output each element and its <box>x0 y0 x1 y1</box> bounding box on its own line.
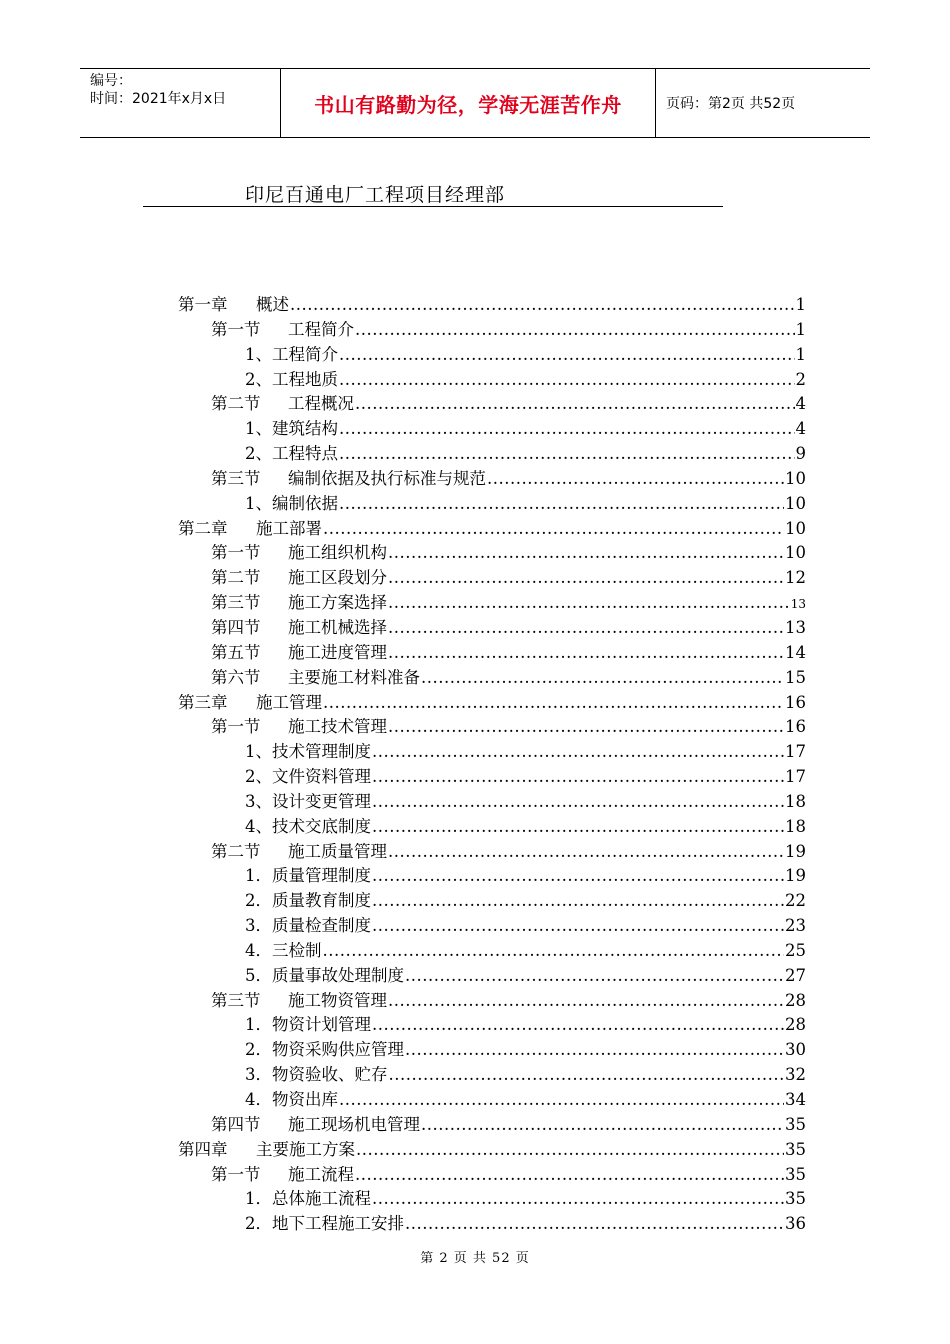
toc-entry-prefix: 第一节 <box>211 717 261 737</box>
toc-entry-label <box>211 666 420 691</box>
toc-entry-page: 34 <box>785 1090 806 1109</box>
toc-dot-leader <box>388 641 784 666</box>
toc-entry-page: 2 <box>795 369 806 389</box>
toc-entry[interactable] <box>178 889 806 914</box>
toc-dot-leader <box>339 442 795 467</box>
toc-entry-page: 17 <box>785 767 806 787</box>
toc-dot-leader <box>487 467 784 492</box>
toc-entry-title: 施工技术管理 <box>288 717 387 737</box>
toc-entry-prefix: 第二节 <box>211 394 261 414</box>
toc-entry[interactable] <box>178 864 806 889</box>
toc-dot-leader <box>323 517 784 542</box>
toc-entry-prefix: 第五节 <box>211 642 261 662</box>
toc-entry-label <box>245 492 338 517</box>
toc-entry-title: 物资出库 <box>272 1090 338 1109</box>
toc-entry-title: 物资采购供应管理 <box>272 1040 404 1060</box>
toc-entry-title: 地下工程施工安排 <box>272 1214 404 1234</box>
toc-entry[interactable] <box>178 517 806 542</box>
toc-entry-label <box>245 939 322 964</box>
toc-entry-prefix: 第三节 <box>211 593 261 613</box>
toc-entry-title: 工程简介 <box>288 319 354 339</box>
toc-entry-page: 12 <box>785 568 806 588</box>
toc-entry-page: 1 <box>795 319 806 339</box>
toc-dot-leader <box>356 1138 784 1163</box>
toc-dot-leader <box>388 566 784 591</box>
toc-entry-prefix: 第六节 <box>211 667 261 687</box>
toc-entry[interactable] <box>178 566 806 591</box>
toc-entry[interactable] <box>178 691 806 716</box>
company-title-line <box>143 180 723 207</box>
toc-dot-leader <box>388 989 784 1014</box>
toc-entry-label <box>211 541 387 566</box>
toc-entry-label <box>245 790 371 815</box>
toc-dot-leader <box>339 492 784 517</box>
page-footer: 第 2 页 共 52 页 <box>420 1251 530 1266</box>
toc-entry-title: 工程地质 <box>272 369 338 389</box>
toc-entry-label <box>211 989 387 1014</box>
toc-entry-label <box>245 914 371 939</box>
toc-entry-page: 4 <box>795 419 806 439</box>
toc-entry-prefix: 1、 <box>245 742 272 762</box>
toc-entry-prefix: 1． <box>245 1015 272 1035</box>
toc-entry-label <box>178 1138 355 1163</box>
toc-dot-leader <box>372 889 784 914</box>
toc-entry-title: 编制依据及执行标准与规范 <box>288 468 486 488</box>
toc-entry-page: 35 <box>785 1164 806 1184</box>
toc-entry-page: 18 <box>785 816 806 836</box>
toc-entry-label <box>245 815 371 840</box>
toc-entry-prefix: 2、 <box>245 767 272 787</box>
toc-entry-title: 技术交底制度 <box>272 816 371 836</box>
toc-entry-label <box>211 840 387 865</box>
toc-entry-page: 4 <box>795 394 806 414</box>
toc-entry-label <box>245 1088 338 1113</box>
toc-dot-leader <box>389 1063 785 1088</box>
toc-entry[interactable] <box>178 467 806 492</box>
toc-entry[interactable] <box>178 964 806 989</box>
toc-entry-title: 建筑结构 <box>272 419 338 439</box>
toc-entry-label <box>211 591 387 616</box>
toc-entry-page: 9 <box>795 444 806 464</box>
toc-entry-title: 施工区段划分 <box>288 568 387 588</box>
toc-entry-page: 10 <box>785 543 806 563</box>
toc-entry-prefix: 2、 <box>245 444 272 464</box>
toc-entry-title: 施工方案选择 <box>288 593 387 613</box>
toc-entry-prefix: 3、 <box>245 791 272 811</box>
toc-dot-leader <box>405 1038 784 1063</box>
toc-entry-page: 1 <box>795 344 806 364</box>
toc-entry-title: 施工物资管理 <box>288 990 387 1010</box>
toc-entry-title: 概述 <box>256 295 289 314</box>
company-title: 印尼百通电厂工程项目经理部 <box>245 184 506 206</box>
toc-entry-prefix: 第二章 <box>178 518 228 538</box>
toc-entry-label <box>245 1187 371 1212</box>
toc-entry[interactable] <box>178 740 806 765</box>
toc-entry[interactable] <box>178 1187 806 1212</box>
toc-entry-page: 30 <box>785 1040 806 1060</box>
toc-dot-leader <box>339 417 795 442</box>
toc-dot-leader <box>388 541 784 566</box>
toc-entry-page: 19 <box>785 841 806 861</box>
header-meta <box>80 69 280 140</box>
toc-entry-label <box>245 1013 371 1038</box>
toc-entry-title: 编制依据 <box>272 493 338 513</box>
toc-dot-leader <box>388 616 784 641</box>
toc-entry-prefix: 1、 <box>245 493 272 513</box>
toc-entry-prefix: 第四节 <box>211 1114 261 1134</box>
toc-entry[interactable] <box>178 666 806 691</box>
toc-entry[interactable] <box>178 1212 806 1237</box>
toc-entry-prefix: 4． <box>245 1090 272 1109</box>
toc-entry-page: 1 <box>795 295 806 314</box>
toc-dot-leader <box>388 591 790 616</box>
toc-dot-leader <box>405 964 784 989</box>
toc-entry-prefix: 1． <box>245 1189 272 1209</box>
toc-entry-title: 施工机械选择 <box>288 617 387 637</box>
toc-dot-leader <box>372 790 784 815</box>
toc-entry[interactable] <box>178 790 806 815</box>
toc-entry-title: 施工现场机电管理 <box>288 1114 420 1134</box>
toc-entry-label <box>245 1038 404 1063</box>
toc-entry[interactable] <box>178 1138 806 1163</box>
toc-entry-prefix: 第一节 <box>211 1164 261 1184</box>
toc-entry-title: 施工部署 <box>256 518 322 538</box>
toc-entry-page: 35 <box>785 1114 806 1134</box>
page-header <box>80 68 870 138</box>
toc-dot-leader <box>323 691 784 716</box>
toc-entry-title: 施工质量管理 <box>288 841 387 861</box>
toc-entry-title: 质量事故处理制度 <box>272 965 404 985</box>
toc-entry-prefix: 第四章 <box>178 1139 228 1159</box>
toc-entry[interactable] <box>178 1038 806 1063</box>
toc-entry-page: 32 <box>785 1065 806 1085</box>
toc-entry[interactable] <box>178 1163 806 1188</box>
toc-entry-title: 物资计划管理 <box>272 1015 371 1035</box>
toc-entry-page: 10 <box>785 518 806 538</box>
toc-entry-page: 22 <box>785 891 806 911</box>
toc-dot-leader <box>372 740 784 765</box>
toc-entry-page: 17 <box>785 742 806 762</box>
toc-entry-title: 施工进度管理 <box>288 642 387 662</box>
toc-entry[interactable] <box>178 1013 806 1038</box>
toc-entry-page: 35 <box>785 1189 806 1209</box>
toc-dot-leader <box>323 939 785 964</box>
toc-entry-page: 25 <box>785 940 806 960</box>
toc-entry-page: 13 <box>790 597 806 612</box>
toc-entry-page: 28 <box>785 1015 806 1035</box>
toc-entry-label <box>211 392 354 417</box>
toc-entry-page: 13 <box>785 617 806 637</box>
toc-entry[interactable] <box>178 641 806 666</box>
toc-entry-prefix: 第三节 <box>211 468 261 488</box>
toc-dot-leader <box>372 1013 784 1038</box>
toc-dot-leader <box>290 293 795 318</box>
toc-entry-label <box>245 964 404 989</box>
toc-entry-prefix: 3． <box>245 1065 272 1085</box>
toc-entry-title: 设计变更管理 <box>272 791 371 811</box>
toc-entry-label <box>245 1212 404 1237</box>
toc-dot-leader <box>388 715 784 740</box>
toc-entry[interactable] <box>178 914 806 939</box>
toc-entry-title: 施工组织机构 <box>288 543 387 563</box>
toc-entry-prefix: 第二节 <box>211 568 261 588</box>
toc-entry[interactable] <box>178 417 806 442</box>
toc-entry-title: 主要施工材料准备 <box>288 667 420 687</box>
toc-entry-prefix: 1． <box>245 866 272 886</box>
toc-dot-leader <box>372 765 784 790</box>
toc-entry[interactable] <box>178 616 806 641</box>
toc-entry-prefix: 第一节 <box>211 543 261 563</box>
toc-entry-prefix: 5． <box>245 965 272 985</box>
toc-entry-page: 19 <box>785 866 806 886</box>
toc-dot-leader <box>405 1212 784 1237</box>
toc-entry-prefix: 1、 <box>245 419 272 439</box>
toc-entry-label <box>211 566 387 591</box>
toc-entry-page: 16 <box>785 692 806 712</box>
toc-entry-prefix: 4． <box>245 940 272 960</box>
toc-entry-label <box>245 765 371 790</box>
toc-entry-title: 工程特点 <box>272 444 338 464</box>
toc-entry-label <box>245 442 338 467</box>
toc-entry-prefix: 第四节 <box>211 617 261 637</box>
toc-entry[interactable] <box>178 293 806 318</box>
toc-entry[interactable] <box>178 392 806 417</box>
toc-entry-title: 主要施工方案 <box>256 1139 355 1159</box>
toc-entry-prefix: 4、 <box>245 816 272 836</box>
toc-entry-label <box>245 740 371 765</box>
toc-entry-title: 三检制 <box>272 940 322 960</box>
toc-entry-label <box>211 318 354 343</box>
toc-entry-prefix: 2． <box>245 891 272 911</box>
toc-entry-label <box>211 1163 354 1188</box>
toc-entry-title: 技术管理制度 <box>272 742 371 762</box>
toc-entry-prefix: 第二节 <box>211 841 261 861</box>
toc-entry-prefix: 2、 <box>245 369 272 389</box>
toc-dot-leader <box>355 318 795 343</box>
header-motto-cell <box>280 69 656 137</box>
toc-entry-title: 质量检查制度 <box>272 916 371 936</box>
toc-entry-page: 10 <box>785 493 806 513</box>
toc-entry-prefix: 第三章 <box>178 692 228 712</box>
toc-entry-title: 质量教育制度 <box>272 891 371 911</box>
toc-entry-label <box>245 417 338 442</box>
toc-entry[interactable] <box>178 989 806 1014</box>
time-label: 时间：2021年x月x日 <box>90 91 227 107</box>
toc-entry-page: 27 <box>785 965 806 985</box>
toc-entry-label <box>245 343 338 368</box>
toc-entry-title: 物资验收、贮存 <box>272 1065 388 1085</box>
toc-entry[interactable] <box>178 442 806 467</box>
toc-entry-prefix: 第三节 <box>211 990 261 1010</box>
toc-entry[interactable] <box>178 815 806 840</box>
toc-entry-page: 36 <box>785 1214 806 1234</box>
motto-text: 书山有路勤为径，学海无涯苦作舟 <box>314 92 622 117</box>
toc-dot-leader <box>372 914 784 939</box>
toc-dot-leader <box>355 1163 784 1188</box>
toc-entry-page: 28 <box>785 990 806 1010</box>
toc-dot-leader <box>372 815 784 840</box>
toc-entry-title: 施工管理 <box>256 692 322 712</box>
toc-entry-prefix: 第一章 <box>178 295 228 314</box>
toc-entry-title: 文件资料管理 <box>272 767 371 787</box>
toc-entry-page: 23 <box>785 916 806 936</box>
toc-entry-prefix: 1、 <box>245 344 272 364</box>
toc-entry-label <box>211 467 486 492</box>
page-info: 页码：第2页 共52页 <box>666 96 796 112</box>
toc-entry-label <box>178 517 322 542</box>
toc-entry-page: 15 <box>785 667 806 687</box>
toc-entry-label <box>211 715 387 740</box>
toc-entry-title: 工程概况 <box>288 394 354 414</box>
toc-entry-prefix: 2． <box>245 1214 272 1234</box>
toc-entry-title: 质量管理制度 <box>272 866 371 886</box>
toc-entry[interactable] <box>178 1063 806 1088</box>
serial-label: 编号： <box>90 73 132 89</box>
toc-dot-leader <box>339 368 795 393</box>
toc-entry[interactable] <box>178 492 806 517</box>
toc-entry-prefix: 第一节 <box>211 319 261 339</box>
toc-entry[interactable] <box>178 765 806 790</box>
toc-entry-label <box>245 368 338 393</box>
toc-entry-page: 10 <box>785 468 806 488</box>
toc-entry-label <box>245 864 371 889</box>
toc-dot-leader <box>339 1088 784 1113</box>
toc-entry-label <box>211 641 387 666</box>
toc-dot-leader <box>355 392 795 417</box>
toc-entry[interactable] <box>178 343 806 368</box>
toc-entry[interactable] <box>178 368 806 393</box>
toc-entry-title: 工程简介 <box>272 344 338 364</box>
toc-entry[interactable] <box>178 840 806 865</box>
toc-entry-label <box>245 1063 388 1088</box>
toc-entry[interactable] <box>178 1113 806 1138</box>
toc-dot-leader <box>339 343 795 368</box>
toc-entry-page: 16 <box>785 717 806 737</box>
toc-entry[interactable] <box>178 318 806 343</box>
toc-entry[interactable] <box>178 715 806 740</box>
toc-entry[interactable] <box>178 939 806 964</box>
toc-dot-leader <box>421 1113 784 1138</box>
toc-entry-page: 14 <box>785 642 806 662</box>
toc-entry-page: 18 <box>785 791 806 811</box>
toc-entry[interactable] <box>178 1088 806 1113</box>
toc-entry-label <box>211 1113 420 1138</box>
toc-entry-prefix: 3． <box>245 916 272 936</box>
toc-entry-label <box>178 293 289 318</box>
toc-entry[interactable] <box>178 591 806 616</box>
table-of-contents <box>178 293 806 1237</box>
toc-entry[interactable] <box>178 541 806 566</box>
toc-entry-prefix: 2． <box>245 1040 272 1060</box>
toc-entry-title: 总体施工流程 <box>272 1189 371 1209</box>
toc-entry-page: 35 <box>785 1139 806 1159</box>
toc-entry-label <box>245 889 371 914</box>
toc-entry-title: 施工流程 <box>288 1164 354 1184</box>
toc-dot-leader <box>388 840 784 865</box>
toc-dot-leader <box>421 666 784 691</box>
toc-dot-leader <box>372 864 784 889</box>
toc-dot-leader <box>372 1187 784 1212</box>
toc-entry-label <box>178 691 322 716</box>
toc-entry-label <box>211 616 387 641</box>
